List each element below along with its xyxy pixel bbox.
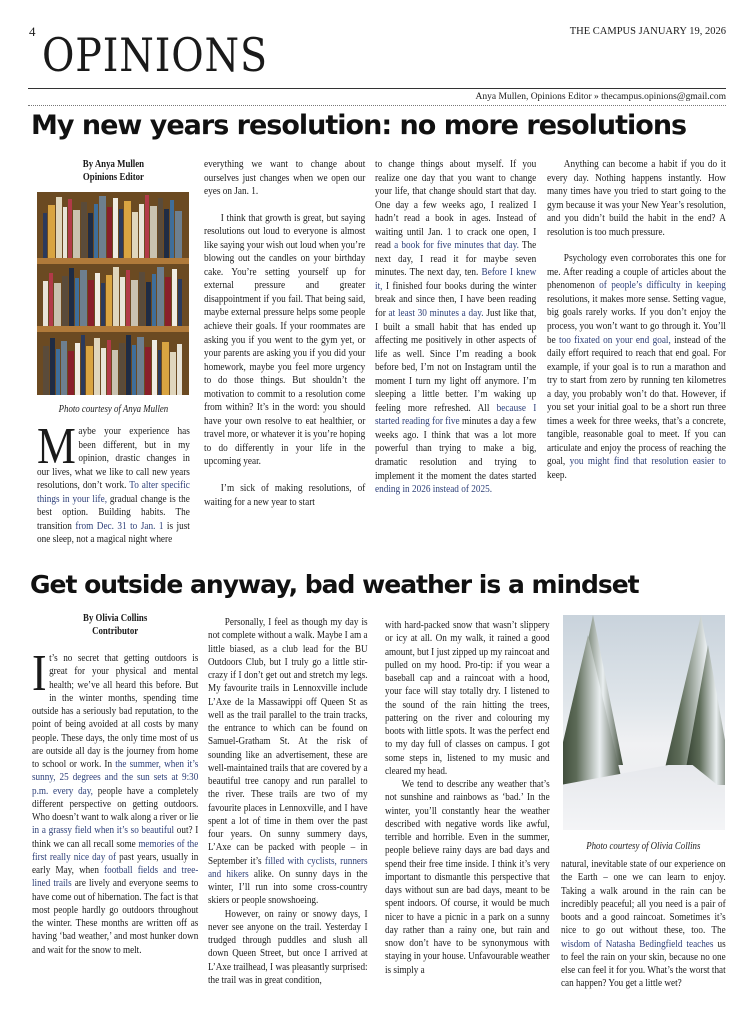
book-spine [172,269,177,326]
book-spine [131,280,138,326]
masthead-rule [28,88,726,89]
book-spine [50,338,55,395]
body-text: alike. On sunny days in the winter, I’ll run into some cross-country skiers or people snowshoeing. [208,867,368,907]
paragraph [204,482,365,509]
body-text: out? I think we can all recall some [32,824,199,850]
paragraph [204,158,365,199]
body-text: keep. [547,469,567,482]
book-spine [54,283,61,326]
book-spine [145,195,149,258]
book-spine [86,346,93,395]
book-spine [157,267,164,326]
paragraph [375,158,536,497]
photo-caption: Photo courtesy of Olivia Collins [586,841,701,852]
paragraph [547,252,726,482]
inline-link[interactable]: because I started reading for five [375,401,537,428]
book-spine [126,270,130,326]
body-text: I think that growth is great, but saying resolutions out loud to everyone is almost like saying your wish out loud when you’re blowing out the candles on your birthday cake. You’re setting yourself up for external pressure and greater disappointment if you fail. That being said, maybe external pressure helps some people achieve their goals. If your roommates are asking you if you went to the gym yet, or your parents are asking you if you did your homework, maybe you feel more urgency to do those things. But shouldn’t the motivation to commit to a resolution come from within? It’s in the word: you should have your own resolve to eat healthier, or travel more, or whatever it is you’re hoping to do differently in your life in the upcoming year. [204,211,366,468]
book-spine [113,198,118,258]
article2-column-2 [208,616,368,987]
body-text: natural, inevitable state of our experience on the Earth – one we can learn to enjoy. Taking a walk around in the rain can be incredibly peaceful; all you need is a pair of boots and a good raincoat. Sometimes it’s nice to go out without these, too. The [561,858,726,937]
book-spine [152,340,157,396]
book-spine [68,199,72,258]
paragraph [37,418,190,547]
paragraph [208,908,368,988]
book-spine [43,346,49,395]
inline-link[interactable]: from Dec. 31 to Jan. 1 [75,519,164,532]
book-spine [56,349,60,395]
article2-headline: Get outside anyway, bad weather is a mindset [30,570,639,599]
book-spine [63,207,68,258]
body-text: with hard-packed snow that wasn’t slippery or icy at all. On my walk, it rained a good amount, but I just zipped up my raincoat and pulled on my hood. Pro-tip: if you wear a baseball cap and a raincoat with a hood, your face will stay totally dry. I listened to the sound of the rain hitting the trees, pattering on the river and colouring my boots with little spots. It was the perfect end to my day full of classes on campus. I got some steps in, listened to my music and cleared my head. [385,619,550,777]
book-spine [164,209,169,258]
body-text: Anything can become a habit if you do it every day. Nothing happens instantly. How many times have you tried to start going to the gym because it was your New Year’s resolution, and you didn’t build the habit in the end? A resolution is too much pressure. [547,158,726,238]
paragraph [385,778,550,977]
book-spine [61,341,68,395]
book-spine [119,209,123,258]
book-spine [107,207,113,258]
book-spine [139,272,145,326]
book-spine [75,343,80,395]
book-spine [101,283,105,326]
body-text: everything we want to change about ourselves just changes when we open our eyes on Jan. 1. [204,158,366,198]
article2-column-4 [561,840,726,991]
book-spine [88,213,93,258]
article1-headline: My new years resolution: no more resolutions [31,110,687,141]
section-title: OPINIONS [42,28,268,82]
book-spine [43,213,47,258]
body-text: resolutions, it makes more sense. Setting vague, big goals rarely works. If you don’t enjoy the process, you won’t want to go through it. You’ll be [547,292,726,346]
book-spine [146,282,151,326]
article2-column-1 [32,612,198,957]
book-spine [69,268,74,326]
dotted-divider [28,105,726,106]
book-spine [165,277,171,326]
book-spine [43,281,48,326]
book-spine [126,335,131,395]
inline-link[interactable]: the summer, when it’s sunny, 25 degrees and the sun sets at 9:30 p.m. every day, [32,758,199,797]
body-text: t’s no secret that getting outdoors is great for your physical and mental health; we’ve all heard this before. But in the winter months, spending time outside has a seriously bad reputation, to the point of being avoided at all costs by many people. These days, the only time most of us are outside all day is the journey from home to school or work. In [32,652,199,770]
body-text: instead of the daily effort required to reach that end goal. For example, if your goal is to run a marathon and try to start from zero by running ten kilometres a day, you probably won’t do that. However, if you set your initial goal to be a short run three times a week for three weeks, that’s a concrete, tangible, reasonable goal to meet. If you can articulate and enjoy the process of reaching the goal, [547,333,726,468]
body-text: Psychology even corroborates this one for me. After reading a couple of articles about the phenomenon [547,252,726,292]
body-text: However, on rainy or snowy days, I never see anyone on the trail. Yesterday I trudged through puddles and slush all down Queen Street, but once I arrived at L’Axe trailhead, I was pleasantly surprised: the trail was in great condition, [208,907,368,986]
drop-cap: M [37,418,76,475]
inline-link[interactable]: of people’s difficulty in keeping [599,279,726,292]
book-spine [81,202,87,258]
body-text: The next day, I read it for maybe seven minutes. The next day, ten. [375,239,537,279]
body-text: I finished four books during the winter break and since then, I have been reading for [375,279,537,320]
inline-link[interactable]: a book for five minutes that day. [394,239,519,252]
inline-link[interactable]: too fixated on your end goal, [559,333,671,346]
book-spine [132,212,138,258]
book-spine [95,273,100,326]
snowy-trail-photo [563,615,725,830]
book-spine [145,347,151,395]
body-text: people have a completely different perspective on getting outdoors. Who doesn’t want to walk along a river or lie [32,784,199,823]
inline-link[interactable]: in a grassy field when it’s so beautiful [32,824,175,837]
book-spine [124,201,131,258]
paragraph [208,616,368,908]
inline-link[interactable]: wisdom of Natasha Bedingfield teaches [561,937,714,950]
article1-column-4 [547,158,726,483]
article1-column-3 [375,158,536,497]
book-spine [75,278,79,326]
paragraph [204,212,365,469]
body-text: I’m sick of making resolutions, of waiting for a new year to start [204,482,366,508]
book-spine [94,204,98,258]
book-spine [175,211,182,258]
editor-contact: Anya Mullen, Opinions Editor » thecampus.opinions@gmail.com [475,92,726,102]
book-spine [49,273,53,326]
body-text: are lively and everyone seems to have come out of hibernation. The fact is that most people hardly go outdoors throughout the winter. These months are written off as having ‘bad weather,’ and most hunker down and wait for the snow to melt. [32,877,199,956]
book-spine [88,280,94,326]
drop-cap: I [32,645,47,702]
book-spine [132,345,136,395]
inline-link[interactable]: ending in 2026 instead of 2025. [375,483,493,496]
book-spine [80,270,87,326]
book-spine [120,277,125,326]
book-spine [139,204,144,258]
article1-column-2 [204,158,365,509]
book-spine [68,351,74,395]
book-spine [62,276,68,326]
body-text: minutes a day a few weeks ago. I think that was a lot more powerful than trying to make a big, dramatic resolution and trying to implement it the moment the dates started [375,415,537,482]
inline-link[interactable]: football fields and tree-lined trails [32,864,199,890]
inline-link[interactable]: at least 30 minutes a day. [388,307,484,320]
bookshelf-photo [37,192,189,395]
body-text: to change things about myself. If you realize one day that you want to change your life, that change should start that day. One day a few weeks ago, I realized I hadn’t read a book in ages. Instead of waiting until Jan. 1 to crack one open, I read [375,158,537,252]
page-number: 4 [29,24,36,39]
book-spine [48,205,55,258]
photo-caption: Photo courtesy of Anya Mullen [58,404,169,415]
book-spine [177,344,182,395]
book-spine [170,352,176,395]
paragraph [547,158,726,239]
book-spine [112,350,119,395]
book-spine [99,196,106,258]
book-spine [162,342,169,395]
article2-column-3 [385,619,550,977]
book-spine [107,340,111,395]
book-spine [113,267,119,326]
book-spine [106,275,113,326]
body-text: aybe your experience has been different, but in my opinion, drastic changes in our lives, what we like to call new years resolutions, don’t work. [37,425,190,492]
inline-link[interactable]: you might find that resolution easier to [569,455,726,468]
book-spine [158,198,164,258]
body-text: is just one sleep, not a magical night where [37,519,190,546]
inline-link[interactable]: To alter specific things in your life, [37,479,190,505]
author-role: Contributor [92,626,139,637]
body-text: gradual change is the best option. Building habits. The transition [37,492,190,532]
inline-link[interactable]: Before I knew it, [375,266,537,292]
body-text: We tend to describe any weather that’s not sunshine and rainbows as ‘bad.’ In the winter, you’ll constantly hear the weather described with negative words like awful, terrible and horrible. Even in the summer, people believe rainy days are bad days and spend their free time inside. I think it’s very important to dismantle this perspective that days without sun are bad days, meant to be spent indoors. Of course, it would be much nicer to have a picnic in a park on a sunny day rather than a rainy one, but rain and snow don’t have to be synonymous with staying in your house. Unfavourable weather is simply a [385,778,550,976]
book-spine [94,338,100,395]
paragraph [561,858,726,991]
body-text: past years, usually in early May, when [32,850,199,876]
book-spine [81,335,85,395]
article2-byline [32,612,198,638]
book-spine [150,206,157,258]
paragraph [385,619,550,778]
inline-link[interactable]: memories of the first really nice day of [32,837,199,863]
inline-link[interactable]: filled with cyclists, runners and hikers [208,854,368,880]
author-name: By Anya Mullen [82,159,145,170]
article1-byline [37,158,190,184]
author-role: Opinions Editor [82,172,144,183]
paragraph [32,645,199,957]
book-spine [137,337,144,395]
book-spine [119,343,125,395]
issue-date: THE CAMPUS JANUARY 19, 2026 [569,26,726,37]
body-text: Personally, I feel as though my day is not complete without a walk. Maybe I am a little biased, as a club lead for the BU Outdoors Club, but I truly go a little stir-crazy if I don’t get out and stretch my legs. My favourite trails in Lennoxville include L’Axe de la Massawippi off Queen St as well as the trail parallel to the train tracks, the entrance to which can be found on Samuel-Gratham St. At the risk of sounding like an advertisement, these are well-maintained trails that are covered by a beautiful tree canopy and run parallel to the river. These trails are two of my favourite places in Lennoxville, and I have spent a lot of time in them over the past four years. On sunny summery days, L’Axe can be packed with people – in September it’s [208,616,368,867]
body-text: Just like that, I built a small habit that has ended up affecting me positively in other aspects of life as well. Since I’m reading a book before bed, I’m not on Instagram until the moment I turn my light off anymore. I’m sleeping a little better. I’m waking up feeling more refreshed. All [375,307,537,414]
book-spine [158,350,162,395]
book-spine [56,197,62,258]
body-text: us to feel the rain on your skin, because no one else can feel it for you. What’s the worst that can happen? You get a little wet? [561,937,726,990]
book-spine [178,279,182,326]
book-spine [101,348,106,395]
book-spine [170,200,174,258]
author-name: By Olivia Collins [83,613,148,624]
book-spine [152,274,156,326]
book-spine [73,210,80,258]
